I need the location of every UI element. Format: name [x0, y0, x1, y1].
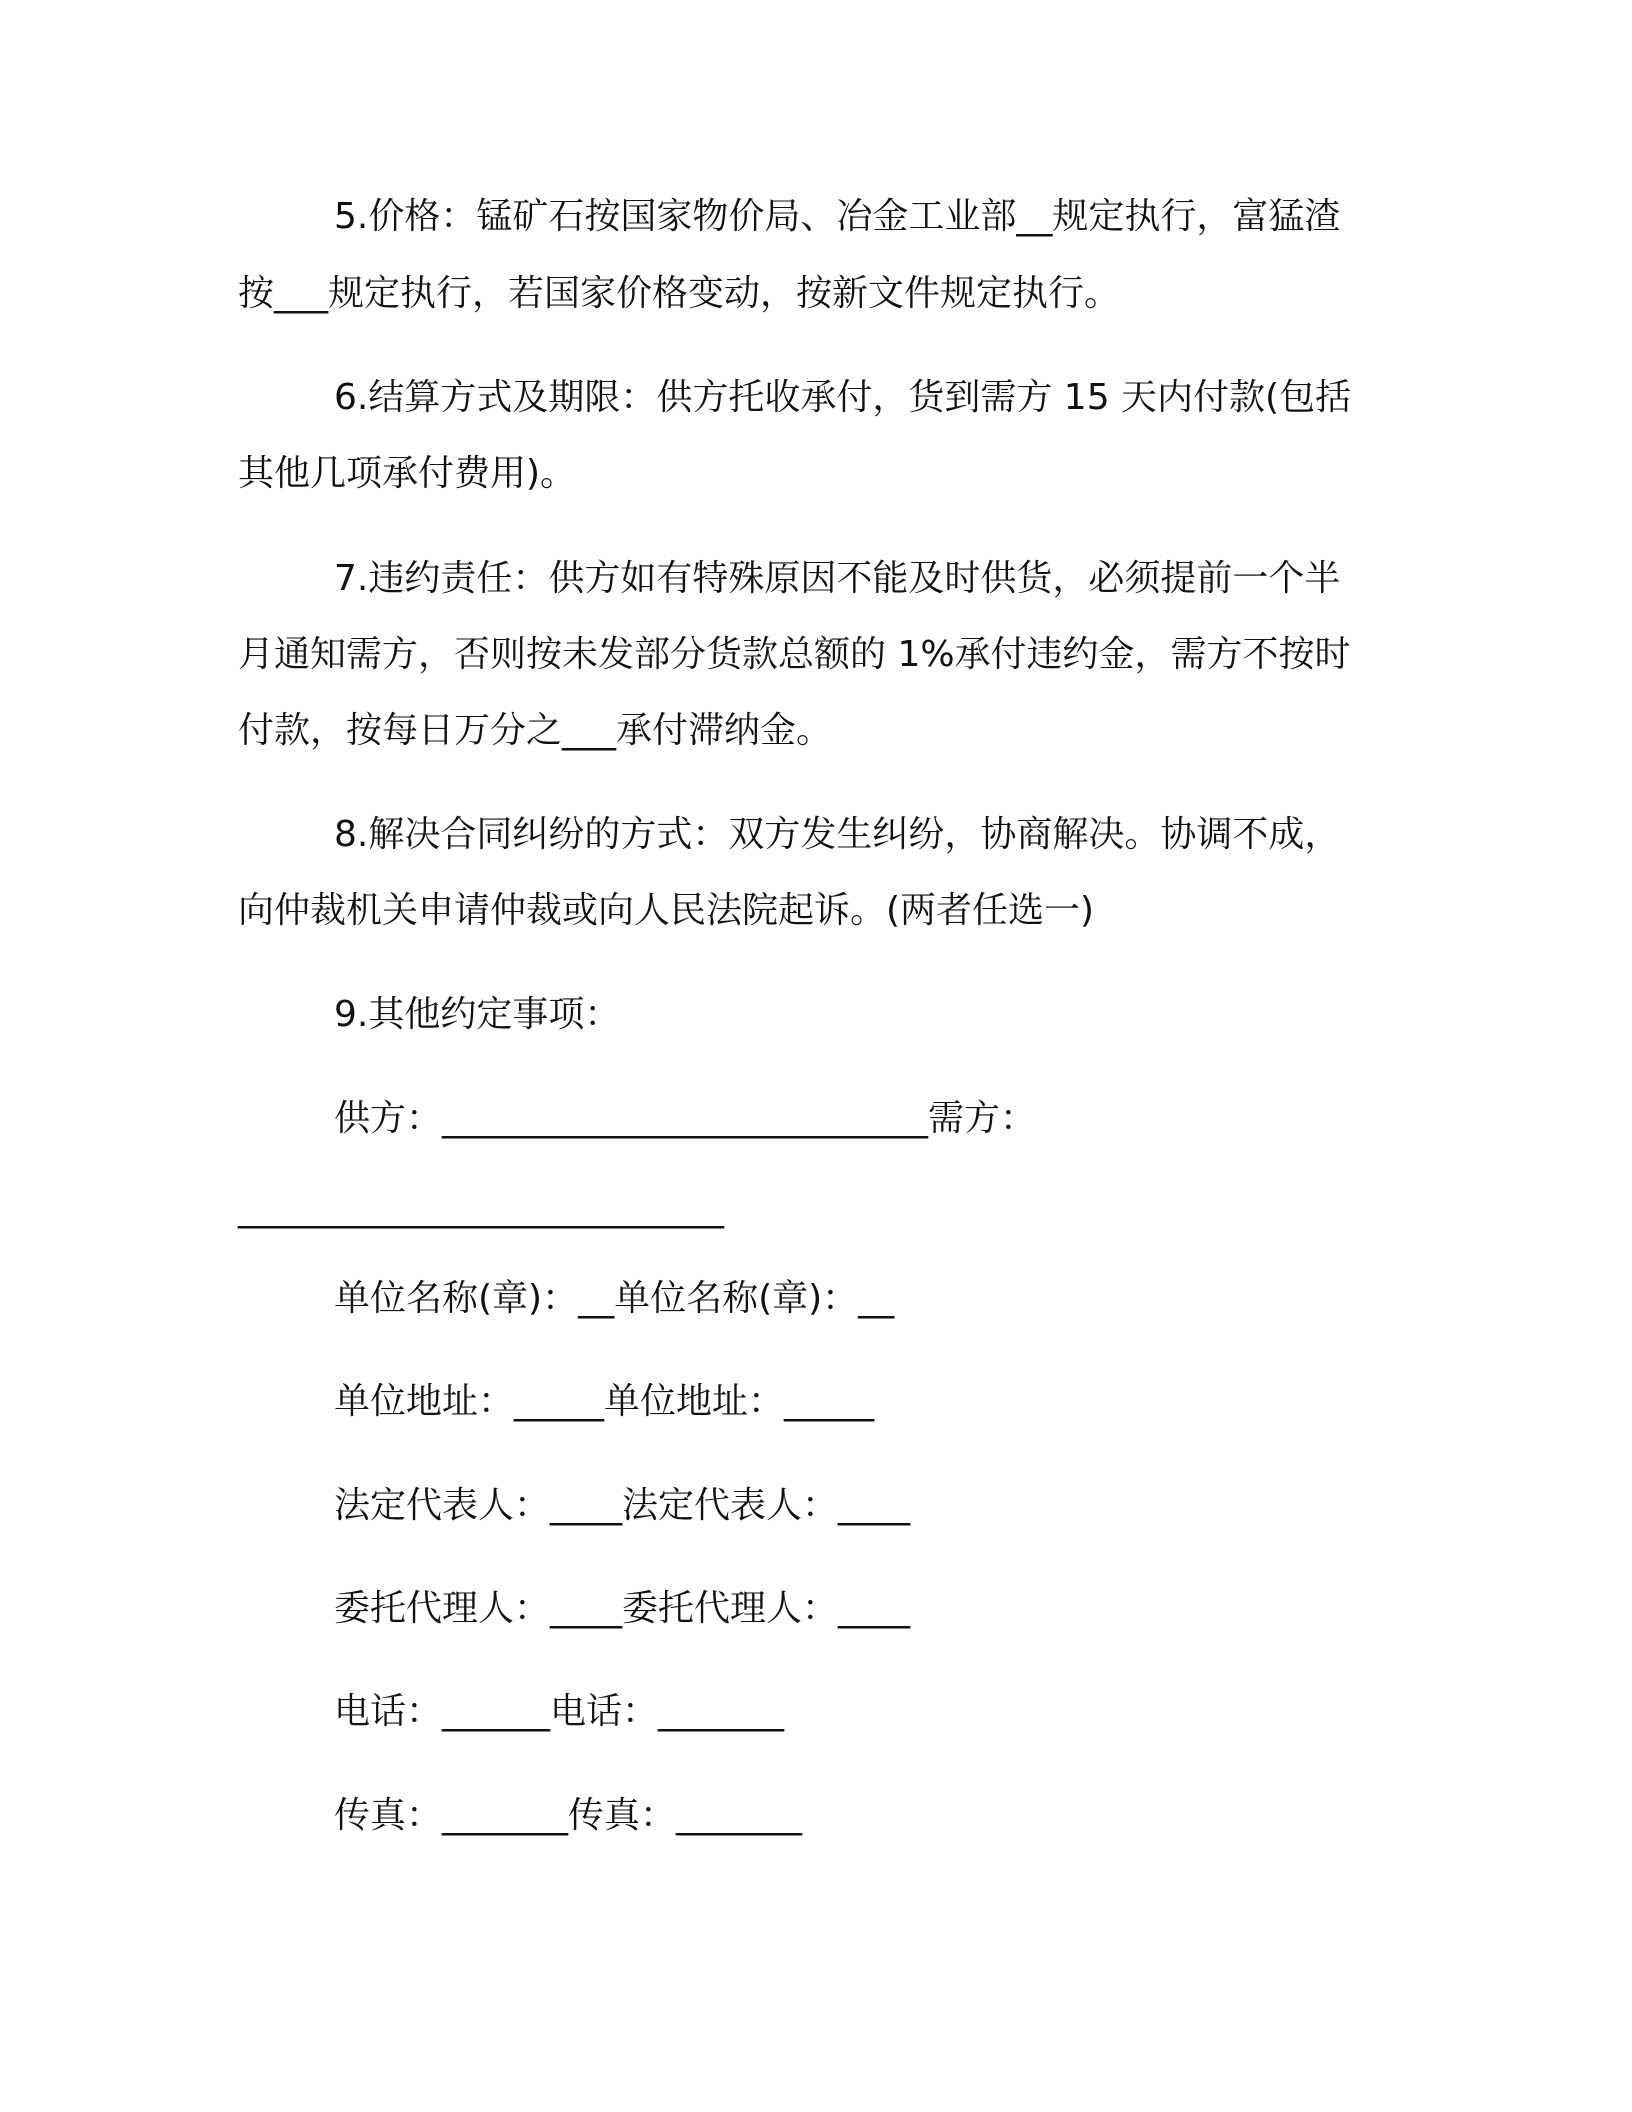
signature-field-fax: 传真：_______传真：_______: [334, 1795, 803, 1836]
signature-field-unit-name: 单位名称(章)：__单位名称(章)：__: [334, 1278, 895, 1319]
clause-other-line-1: 9.其他约定事项：: [334, 994, 621, 1035]
signature-parties-continuation: ___________________________: [238, 1188, 724, 1229]
clause-settlement-line-1: 6.结算方式及期限：供方托收承付，货到需方 15 天内付款(包括: [334, 377, 1352, 418]
signature-parties-line: 供方：___________________________需方：: [334, 1098, 1037, 1139]
clause-dispute-line-2: 向仲裁机关申请仲裁或向人民法院起诉。(两者任选一): [238, 890, 1095, 931]
signature-field-authorized-agent: 委托代理人：____委托代理人：____: [334, 1588, 911, 1629]
clause-liability-line-1: 7.违约责任：供方如有特殊原因不能及时供货，必须提前一个半: [334, 558, 1341, 599]
clause-price-line-2: 按___规定执行，若国家价格变动，按新文件规定执行。: [238, 273, 1121, 314]
clause-liability-line-3: 付款，按每日万分之___承付滞纳金。: [238, 710, 833, 751]
clause-price-line-1: 5.价格：锰矿石按国家物价局、冶金工业部__规定执行，富猛渣: [334, 196, 1341, 237]
clause-settlement-line-2: 其他几项承付费用)。: [238, 453, 577, 494]
clause-dispute-line-1: 8.解决合同纠纷的方式：双方发生纠纷，协商解决。协调不成，: [334, 814, 1341, 855]
clause-liability-line-2: 月通知需方，否则按未发部分货款总额的 1%承付违约金，需方不按时: [238, 634, 1351, 675]
signature-field-legal-representative: 法定代表人：____法定代表人：____: [334, 1485, 911, 1526]
signature-field-phone: 电话：______电话：_______: [334, 1691, 785, 1732]
signature-field-unit-address: 单位地址：_____单位地址：_____: [334, 1381, 875, 1422]
